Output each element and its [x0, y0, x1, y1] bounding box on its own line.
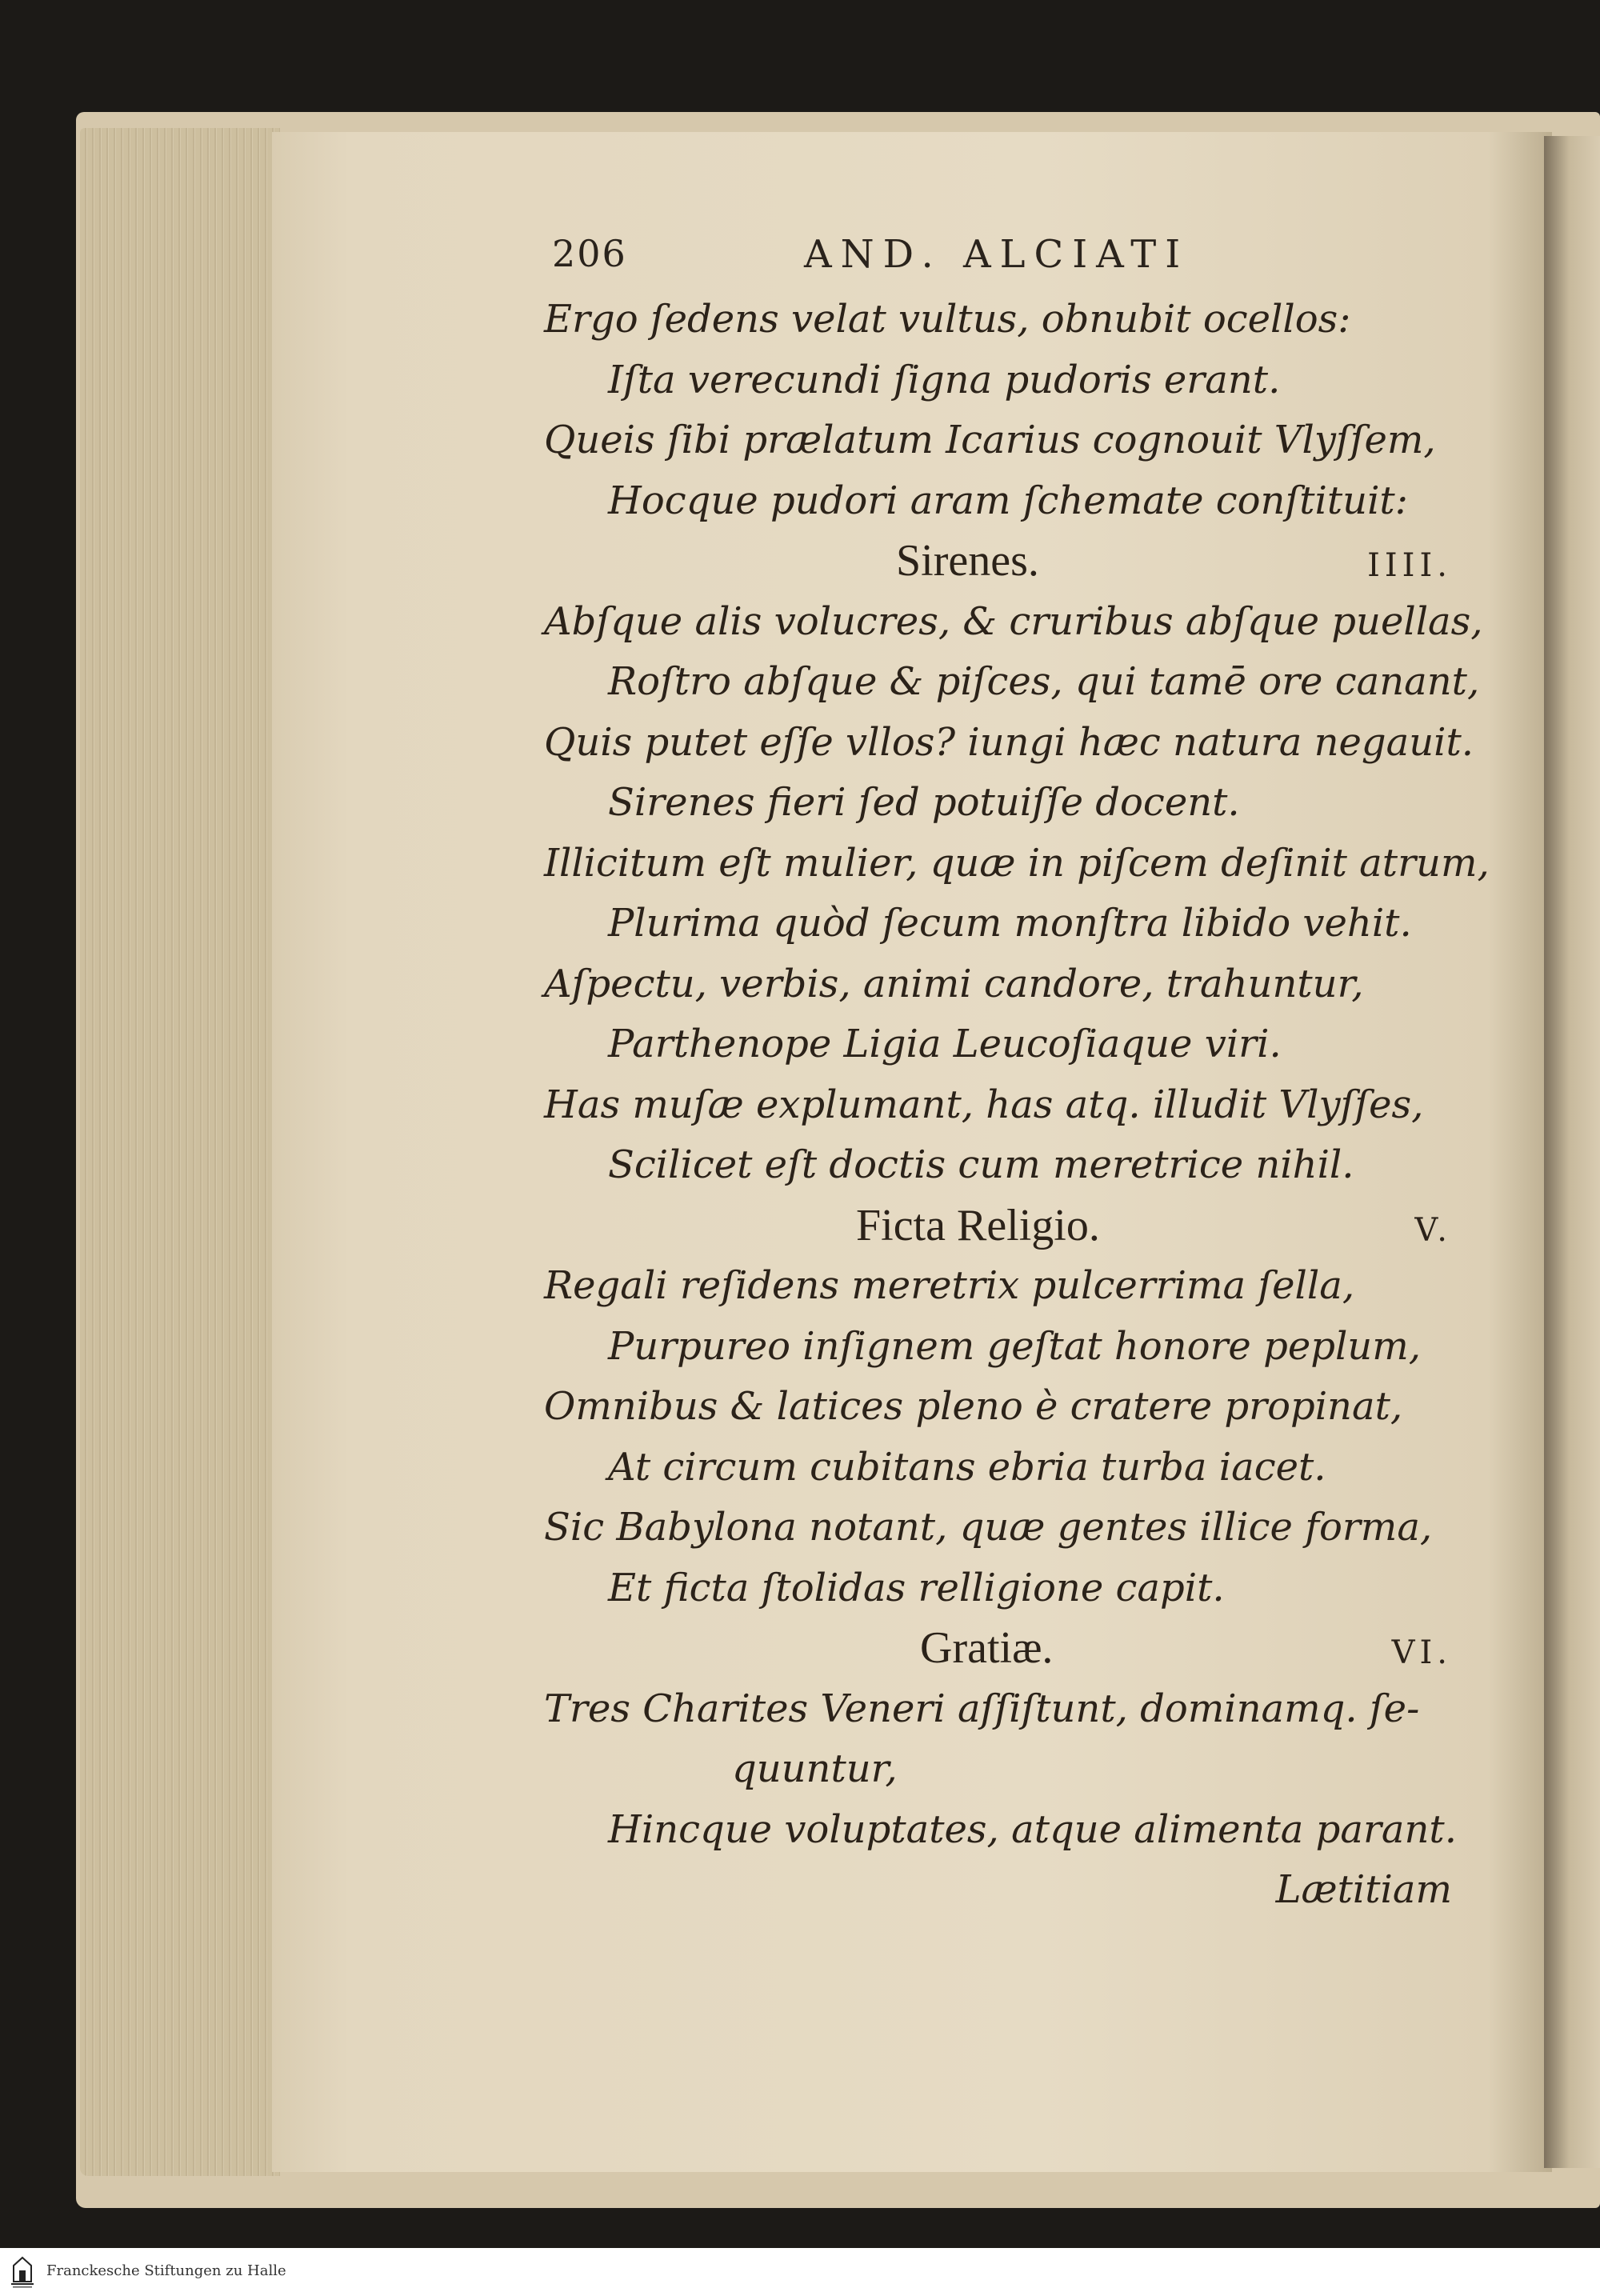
footer-bar	[0, 2248, 1600, 2296]
verse-line: Queis ſibi prælatum Icarius cognouit Vlyſſem,	[544, 418, 1436, 462]
verse-line: Roſtro abſque & piſces, qui tamē ore canant,	[608, 659, 1480, 704]
verse-line: Scilicet eſt doctis cum meretrice nihil.	[608, 1142, 1354, 1187]
verse-line: Hincque voluptates, atque alimenta parant.	[608, 1806, 1457, 1852]
verse-line: Lætitiam	[1275, 1867, 1452, 1912]
institution-logo-icon	[6, 2254, 38, 2290]
verse-line: Iſta verecundi ſigna pudoris erant.	[608, 357, 1281, 402]
emblem-title: Gratiæ.	[920, 1623, 1054, 1673]
page-edges	[80, 128, 280, 2176]
verse-line: Plurima quòd ſecum monſtra libido vehit.	[608, 901, 1412, 946]
verse-line: Ergo ſedens velat vultus, obnubit ocellos:	[544, 297, 1351, 342]
verse-line: At circum cubitans ebria turba iacet.	[608, 1444, 1326, 1490]
emblem-title: Ficta Religio.	[856, 1200, 1100, 1250]
book-gutter	[1544, 136, 1600, 2168]
verse-line: Parthenope Ligia Leucoſiaque viri.	[608, 1022, 1282, 1066]
page-number: 206	[552, 232, 627, 275]
verse-line: Hocque pudori aram ſchemate conſtituit:	[608, 478, 1408, 523]
emblem-heading	[544, 1196, 1528, 1257]
page-text	[544, 290, 1528, 1921]
verse-line: Tres Charites Veneri aſſiſtunt, dominamq. ſe-	[544, 1686, 1420, 1731]
emblem-number: V.	[1414, 1211, 1452, 1249]
verse-line: Illicitum eſt mulier, quæ in piſcem deſinit atrum,	[544, 840, 1490, 886]
verse-line: Sic Babylona notant, quæ gentes illice forma,	[544, 1505, 1433, 1550]
verse-line: quuntur,	[732, 1746, 898, 1791]
verse-line: Et ficta ſtolidas relligione capit.	[608, 1565, 1225, 1610]
verse-line: Quis putet eſſe vllos? iungi hæc natura negauit.	[544, 719, 1474, 765]
running-head: AND. ALCIATI	[804, 232, 1190, 277]
emblem-heading	[544, 1618, 1528, 1679]
emblem-number: IIII.	[1367, 547, 1452, 584]
page-header	[552, 232, 1472, 288]
emblem-title: Sirenes.	[896, 536, 1039, 586]
verse-line: Sirenes fieri ſed potuiſſe docent.	[608, 780, 1240, 825]
emblem-heading	[544, 531, 1528, 592]
verse-line: Purpureo inſignem geſtat honore peplum,	[608, 1323, 1421, 1369]
verse-line: Abſque alis volucres, & cruribus abſque puellas,	[544, 598, 1483, 644]
verse-line: Has muſæ explumant, has atq. illudit Vlyſſes,	[544, 1082, 1424, 1127]
emblem-number: VI.	[1391, 1634, 1452, 1671]
verse-line: Regali reſidens meretrix pulcerrima ſella,	[544, 1263, 1355, 1308]
institution-name: Franckesche Stiftungen zu Halle	[46, 2262, 286, 2279]
verse-line: Omnibus & latices pleno è cratere propinat,	[544, 1384, 1403, 1429]
verse-line: Aſpectu, verbis, animi candore, trahuntur,	[544, 961, 1364, 1006]
